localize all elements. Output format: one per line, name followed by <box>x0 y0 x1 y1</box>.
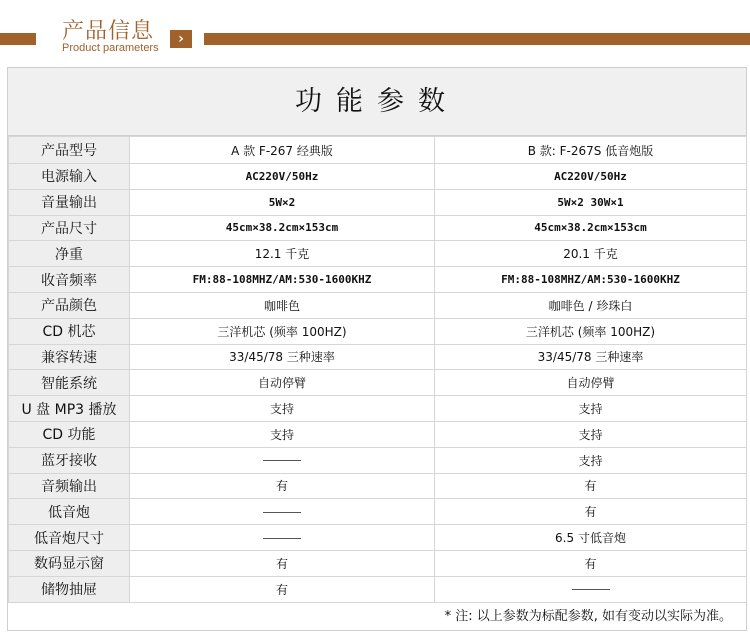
row-value-b: 有 <box>435 499 747 525</box>
row-label: 音频输出 <box>9 473 130 499</box>
row-value-a <box>130 447 435 473</box>
not-available-dash <box>263 460 301 461</box>
row-value-a <box>130 499 435 525</box>
row-label: 智能系统 <box>9 370 130 396</box>
table-row <box>9 137 747 164</box>
not-available-dash <box>572 589 610 590</box>
row-value-b: 自动停臂 <box>435 370 747 396</box>
row-value-b: 45cm×38.2cm×153cm <box>435 215 747 241</box>
row-value-a <box>130 525 435 551</box>
row-value-a: FM:88-108MHZ/AM:530-1600KHZ <box>130 267 435 293</box>
row-value-b: 有 <box>435 473 747 499</box>
row-label: 音量输出 <box>9 189 130 215</box>
not-available-dash <box>263 538 301 539</box>
row-value-b: 支持 <box>435 421 747 447</box>
row-value-a: AC220V/50Hz <box>130 164 435 190</box>
row-value-b: AC220V/50Hz <box>435 164 747 190</box>
row-value-b: 支持 <box>435 447 747 473</box>
row-value-b: 三洋机芯 (频率 100HZ) <box>435 318 747 344</box>
row-value-b: FM:88-108MHZ/AM:530-1600KHZ <box>435 267 747 293</box>
row-value-a: 33/45/78 三种速率 <box>130 344 435 370</box>
not-available-dash <box>263 512 301 513</box>
row-value-a: 三洋机芯 (频率 100HZ) <box>130 318 435 344</box>
row-value-b: 6.5 寸低音炮 <box>435 525 747 551</box>
row-label: 低音炮尺寸 <box>9 525 130 551</box>
row-label: 产品颜色 <box>9 292 130 318</box>
row-label: CD 机芯 <box>9 318 130 344</box>
spec-panel <box>7 67 747 631</box>
section-header <box>0 0 750 62</box>
table-row <box>9 396 747 422</box>
row-label: 蓝牙接收 <box>9 447 130 473</box>
row-value-b: 咖啡色 / 珍珠白 <box>435 292 747 318</box>
row-value-a: 12.1 千克 <box>130 241 435 267</box>
row-label: 产品尺寸 <box>9 215 130 241</box>
table-row <box>9 344 747 370</box>
spec-table <box>8 136 747 603</box>
table-row <box>9 241 747 267</box>
row-label: U 盘 MP3 播放 <box>9 396 130 422</box>
header-bar-right <box>204 33 750 45</box>
table-row <box>9 499 747 525</box>
row-label: 数码显示窗 <box>9 550 130 576</box>
row-value-b: 有 <box>435 550 747 576</box>
row-value-b: 20.1 千克 <box>435 241 747 267</box>
row-value-a: 有 <box>130 550 435 576</box>
row-value-b: 支持 <box>435 396 747 422</box>
table-row <box>9 525 747 551</box>
model-a: A 款 F-267 经典版 <box>130 137 435 164</box>
row-value-a: 有 <box>130 473 435 499</box>
table-row <box>9 550 747 576</box>
table-row <box>9 473 747 499</box>
row-label: CD 功能 <box>9 421 130 447</box>
row-value-a: 45cm×38.2cm×153cm <box>130 215 435 241</box>
row-label: 储物抽屉 <box>9 576 130 602</box>
table-row <box>9 189 747 215</box>
table-row <box>9 370 747 396</box>
section-subtitle: Product parameters <box>62 42 159 54</box>
row-value-a: 有 <box>130 576 435 602</box>
model-b: B 款: F-267S 低音炮版 <box>435 137 747 164</box>
row-label: 兼容转速 <box>9 344 130 370</box>
table-row <box>9 447 747 473</box>
row-value-a: 咖啡色 <box>130 292 435 318</box>
row-label: 电源输入 <box>9 164 130 190</box>
row-label: 产品型号 <box>9 137 130 164</box>
table-row <box>9 421 747 447</box>
section-title: 产品信息 <box>62 19 155 44</box>
table-row <box>9 292 747 318</box>
row-label: 收音频率 <box>9 267 130 293</box>
row-value-a: 5W×2 <box>130 189 435 215</box>
table-row <box>9 164 747 190</box>
table-row <box>9 318 747 344</box>
footnote: * 注: 以上参数为标配参数, 如有变动以实际为准。 <box>444 609 732 624</box>
row-value-b: 5W×2 30W×1 <box>435 189 747 215</box>
row-label: 低音炮 <box>9 499 130 525</box>
spec-banner-title: 功能参数 <box>8 68 746 136</box>
table-row <box>9 215 747 241</box>
row-value-a: 支持 <box>130 421 435 447</box>
chevron-right-icon: › <box>170 30 192 48</box>
table-row <box>9 267 747 293</box>
row-value-a: 自动停臂 <box>130 370 435 396</box>
row-label: 净重 <box>9 241 130 267</box>
row-value-b: 33/45/78 三种速率 <box>435 344 747 370</box>
header-bar-left <box>0 33 36 45</box>
row-value-a: 支持 <box>130 396 435 422</box>
table-row <box>9 576 747 602</box>
row-value-b <box>435 576 747 602</box>
